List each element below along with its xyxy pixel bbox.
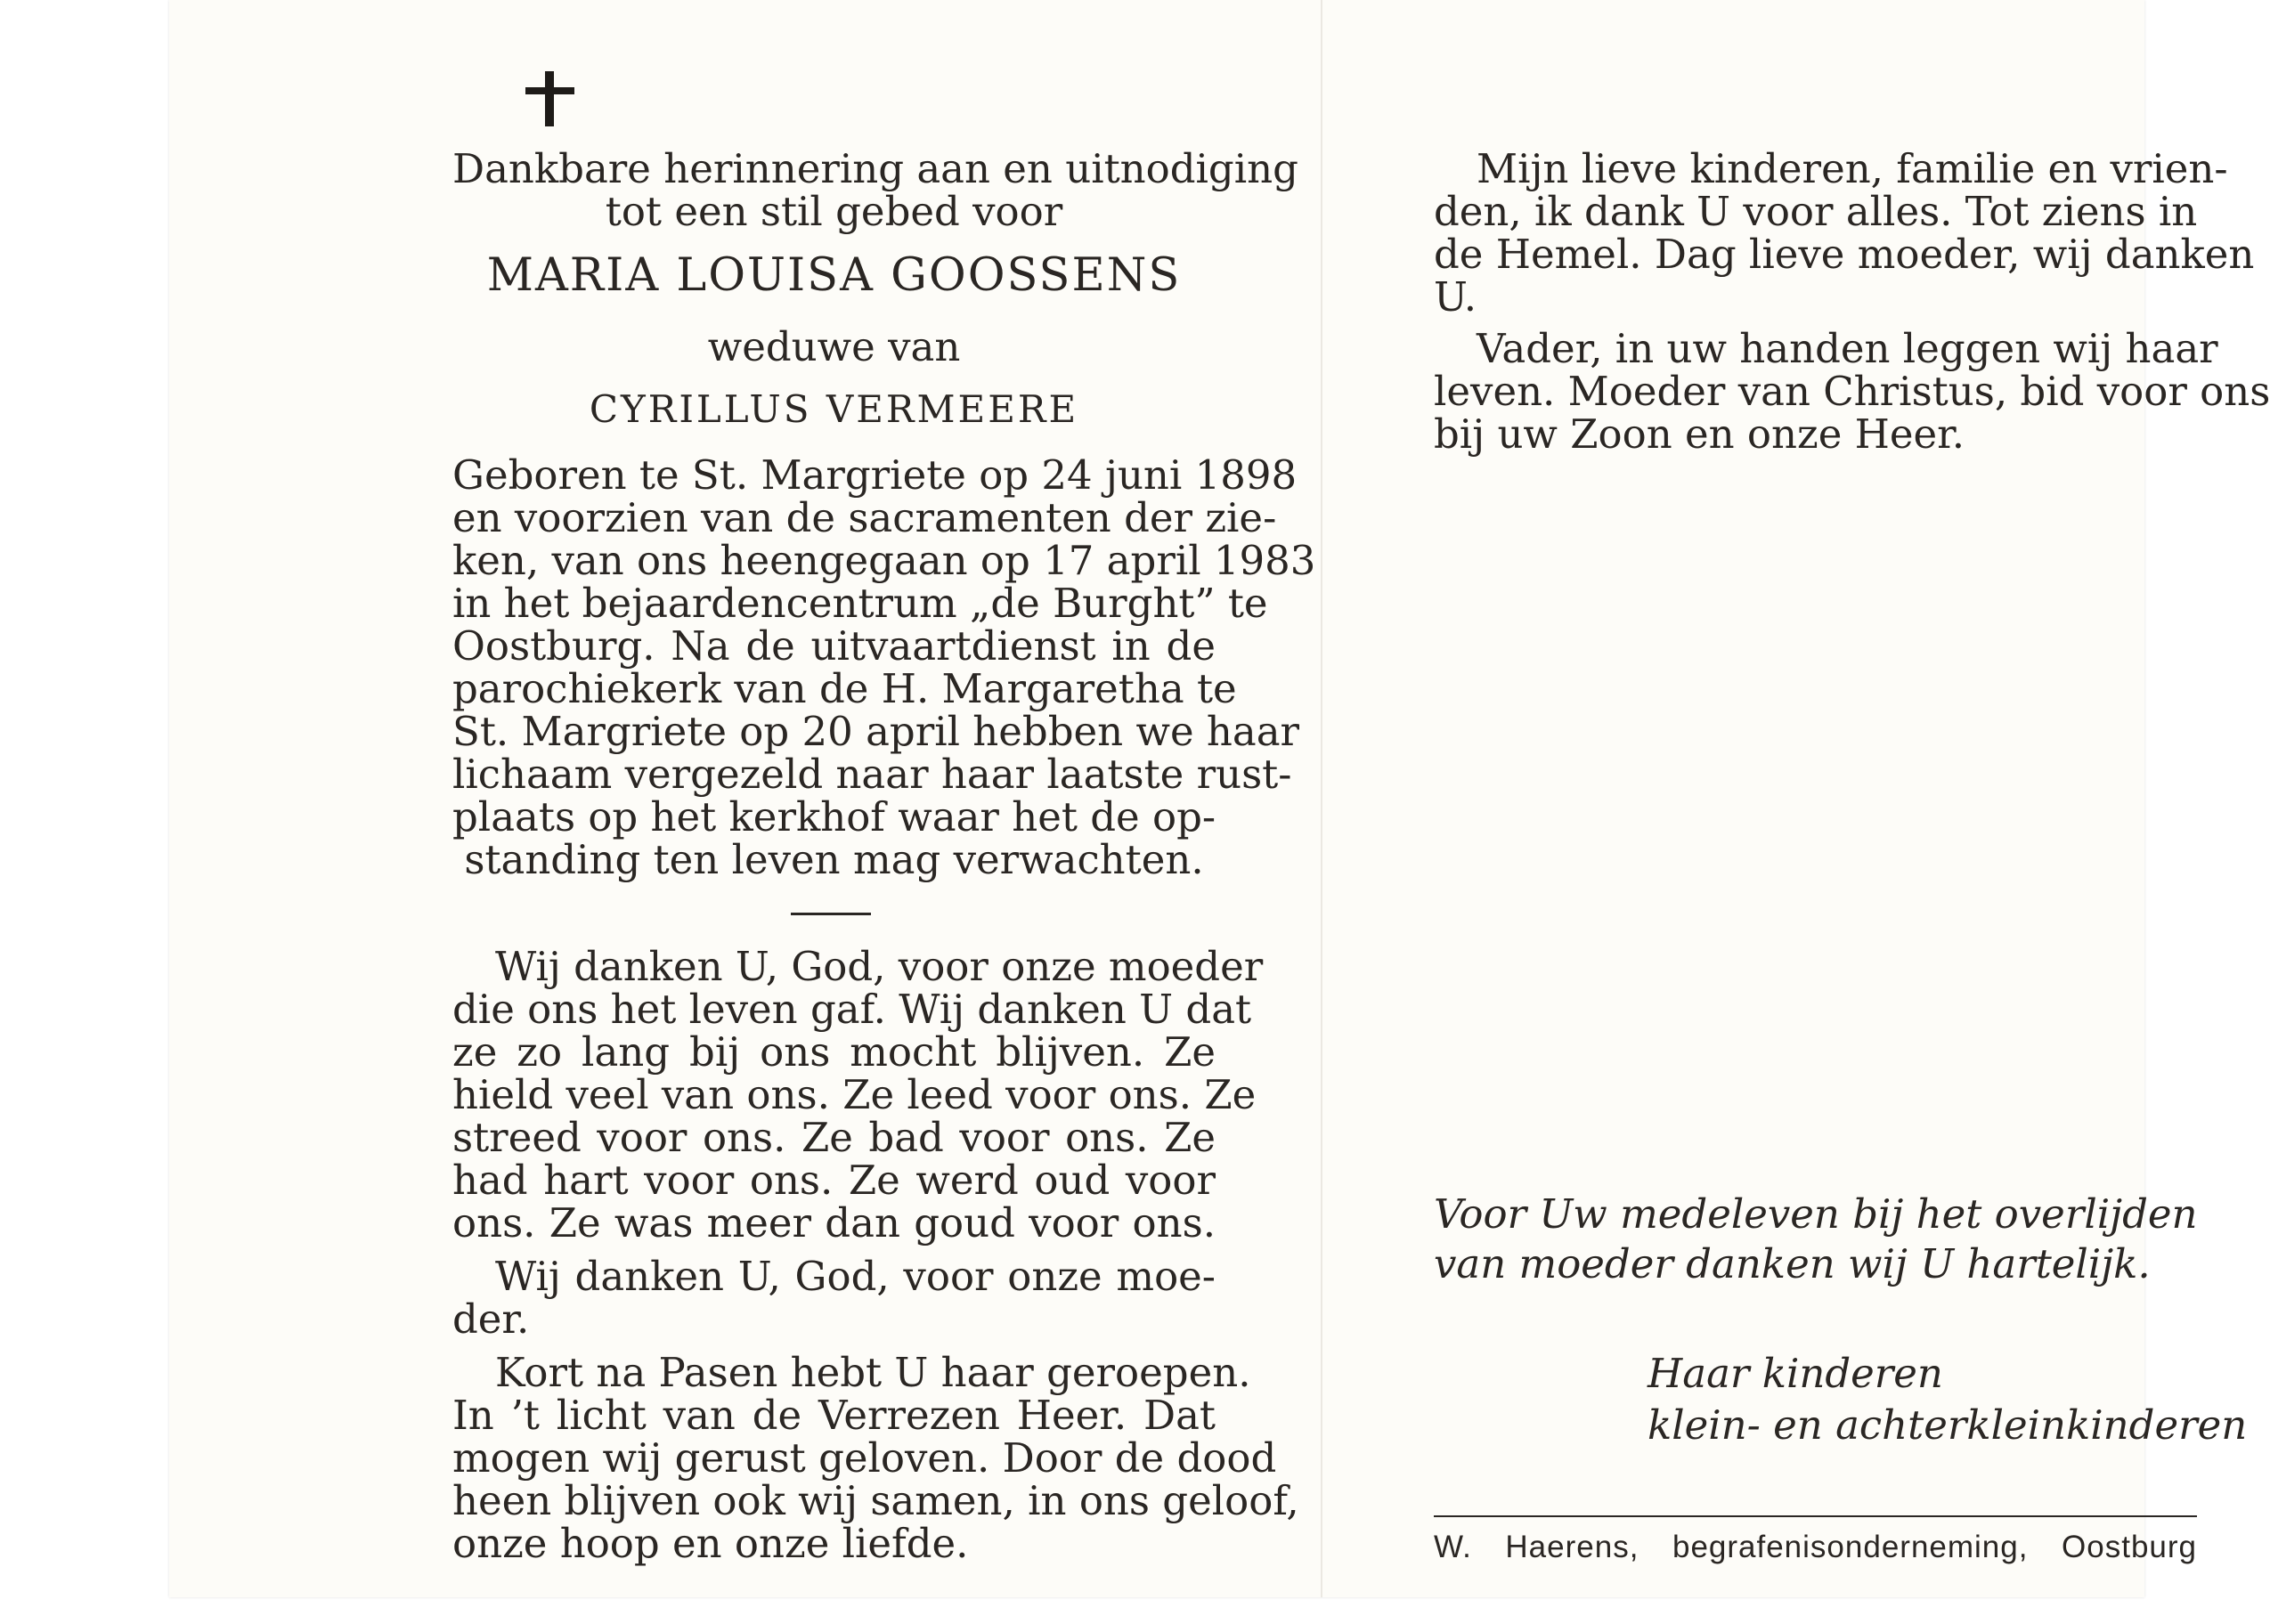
signature-line: Haar kinderen — [1648, 1350, 1943, 1397]
text-line: Mijn lieve kinderen, familie en vrien- — [1477, 145, 2228, 192]
text-line: onze hoop en onze liefde. — [452, 1520, 969, 1567]
text-line: den, ik dank U voor alles. Tot ziens in — [1434, 188, 2198, 235]
text-line: hield veel van ons. Ze leed voor ons. Ze — [452, 1071, 1257, 1118]
text-line: van moeder danken wij U hartelijk. — [1434, 1240, 2151, 1287]
text-line: Vader, in uw handen leggen wij haar — [1477, 325, 2218, 372]
text-line: U. — [1434, 273, 1477, 321]
text-line: lichaam vergezeld naar haar laatste rust- — [452, 751, 1292, 798]
text-line: ze zo lang bij ons mocht blijven. Ze — [452, 1028, 1216, 1076]
text-line: Oostburg. Na de uitvaartdienst in de — [452, 622, 1216, 670]
text-line: plaats op het kerkhof waar het de op- — [452, 793, 1216, 840]
thanks-note — [1434, 1190, 2197, 1289]
intro-line: tot een stil gebed voor — [605, 188, 1063, 235]
text-line: de Hemel. Dag lieve moeder, wij danken — [1434, 231, 2255, 278]
intro-line: Dankbare herinnering aan en uitnodiging — [452, 145, 1298, 192]
text-line: Geboren te St. Margriete op 24 juni 1898 — [452, 451, 1298, 499]
text-line: in het bejaardencentrum „de Burght” te — [452, 580, 1268, 627]
text-line: Wij danken U, God, voor onze moe- — [495, 1253, 1216, 1300]
text-line: bij uw Zoon en onze Heer. — [1434, 410, 1965, 458]
deceased-name: MARIA LOUISA GOOSSENS — [486, 249, 1182, 302]
text-line: heen blijven ook wij samen, in ons geloof, — [452, 1477, 1299, 1524]
text-line: ons. Ze was meer dan goud voor ons. — [452, 1199, 1216, 1246]
prayer-paragraph — [452, 943, 1264, 1246]
text-line: parochiekerk van de H. Margaretha te — [452, 665, 1237, 712]
text-line: Wij danken U, God, voor onze moeder — [495, 943, 1264, 990]
section-divider — [791, 913, 871, 915]
memorial-card — [169, 0, 2270, 1597]
text-line: mogen wij gerust geloven. Door de dood — [452, 1434, 1277, 1482]
text-line: die ons het leven gaf. Wij danken U dat — [452, 986, 1252, 1033]
prayer-paragraph — [452, 1349, 1299, 1567]
biography — [452, 451, 1316, 883]
text-line: In ’t licht van de Verrezen Heer. Dat — [452, 1392, 1216, 1439]
widow-of: weduwe van — [707, 323, 961, 370]
text-line: Voor Uw medeleven bij het overlijden — [1434, 1190, 2198, 1238]
footer-rule — [1434, 1515, 2197, 1517]
farewell-paragraph — [1434, 145, 2255, 321]
spouse-name: CYRILLUS VERMEERE — [589, 387, 1079, 431]
signature-block — [1648, 1348, 2248, 1451]
text-line: der. — [452, 1295, 530, 1343]
cross-icon — [525, 71, 574, 126]
undertaker-credit: W. Haerens, begrafenisonderneming, Oostburg — [1434, 1530, 2197, 1564]
text-line: standing ten leven mag verwachten. — [464, 836, 1204, 883]
text-line: en voorzien van de sacramenten der zie- — [452, 494, 1277, 541]
closing-prayer — [1434, 325, 2270, 458]
signature-line: klein- en achterkleinkinderen — [1648, 1401, 2248, 1449]
prayer-paragraph — [452, 1255, 1216, 1341]
text-line: Kort na Pasen hebt U haar geroepen. — [495, 1349, 1251, 1396]
text-line: ken, van ons heengegaan op 17 april 1983 — [452, 537, 1316, 584]
card-fold — [1321, 0, 1322, 1597]
text-line: St. Margriete op 20 april hebben we haar — [452, 708, 1300, 755]
text-line: had hart voor ons. Ze werd oud voor — [452, 1157, 1216, 1204]
text-line: leven. Moeder van Christus, bid voor ons — [1434, 368, 2270, 415]
text-line: streed voor ons. Ze bad voor ons. Ze — [452, 1114, 1216, 1161]
